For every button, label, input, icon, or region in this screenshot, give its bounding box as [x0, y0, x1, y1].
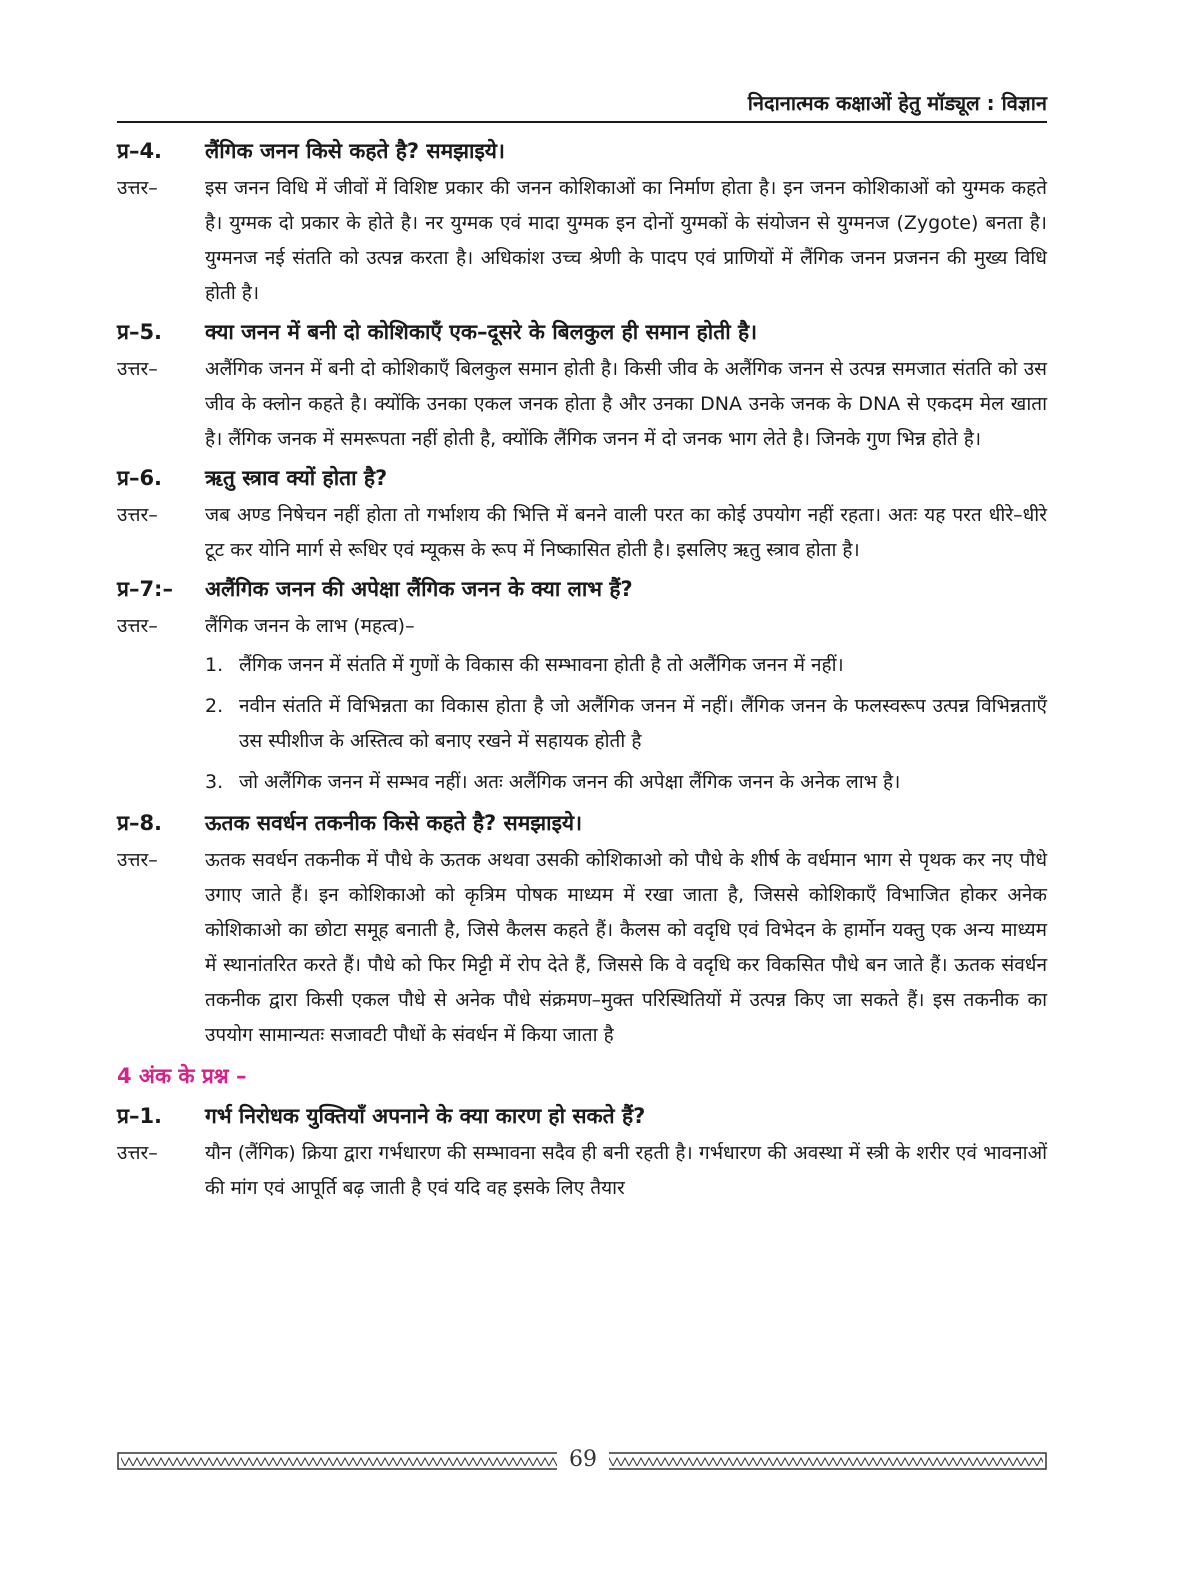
answer-row: [117, 498, 1047, 568]
page-footer: [117, 1446, 1047, 1476]
question-number: प्र–1.: [117, 1104, 163, 1128]
question-number: प्र–6.: [117, 466, 163, 490]
qa-block-q6: [117, 461, 1047, 568]
list-item-number: 2.: [205, 695, 224, 717]
question-number: प्र–5.: [117, 320, 163, 344]
qa-block-q7: [117, 572, 1047, 800]
question-number: प्र–7:–: [117, 577, 173, 601]
answer-label: उत्तर–: [117, 504, 158, 526]
question-number: प्र–8.: [117, 811, 163, 835]
answer-row: [117, 609, 1047, 644]
qa-block-q5: [117, 315, 1047, 457]
answer-row: [117, 171, 1047, 311]
answer-intro: लैंगिक जनन के लाभ (महत्व)–: [205, 615, 415, 637]
answer-label: उत्तर–: [117, 177, 158, 199]
list-item-text: जो अलैंगिक जनन में सम्भव नहीं। अतः अलैंगिक जनन की अपेक्षा लैंगिक जनन के अनेक लाभ है।: [239, 771, 901, 793]
list-item: [205, 648, 1047, 683]
question-row: [117, 572, 1047, 607]
page-number: 69: [557, 1444, 609, 1476]
list-item-number: 1.: [205, 654, 224, 676]
header-rule: [117, 121, 1047, 123]
list-item-number: 3.: [205, 771, 224, 793]
answer-text: अलैंगिक जनन में बनी दो कोशिकाएँ बिलकुल समान होती है। किसी जीव के अलैंगिक जनन से उत्पन्न समजात संतति को उस जीव के क्लोन कहते है। क्योंकि उनका एकल जनक होता है और उनका DNA उनके जनक के DNA से एकदम मेल खाता है। लैंगिक जनक में समरूपता नहीं होती है, क्योंकि लैंगिक जनन में दो जनक भाग लेते है। जिनके गुण भिन्न होते है।: [205, 358, 1047, 450]
qa-block-q8: [117, 806, 1047, 1053]
answer-row: [117, 1136, 1047, 1206]
list-item-text: लैंगिक जनन में संतति में गुणों के विकास की सम्भावना होती है तो अलैंगिक जनन में नहीं।: [239, 654, 844, 676]
question-row: [117, 134, 1047, 169]
question-text: ऋतु स्त्राव क्यों होता है?: [205, 466, 388, 490]
answer-label: उत्तर–: [117, 1142, 158, 1164]
answer-row: [117, 352, 1047, 457]
question-text: क्या जनन में बनी दो कोशिकाएँ एक–दूसरे के बिलकुल ही समान होती है।: [205, 320, 758, 344]
list-item: [205, 689, 1047, 759]
question-number: प्र–4.: [117, 139, 163, 163]
question-row: [117, 1099, 1047, 1134]
answer-text: जब अण्ड निषेचन नहीं होता तो गर्भाशय की भित्ति में बनने वाली परत का कोई उपयोग नहीं रहता। अतः यह परत धीरे–धीरे टूट कर योनि मार्ग से रूधिर एवं म्यूकस के रूप में निष्कासित होती है। इसलिए ऋतु स्त्राव होता है।: [205, 504, 1047, 561]
answer-row: [117, 843, 1047, 1053]
list-item: [205, 765, 1047, 800]
question-row: [117, 806, 1047, 841]
question-text: गर्भ निरोधक युक्तियाँ अपनाने के क्या कारण हो सकते हैं?: [205, 1104, 646, 1128]
answer-label: उत्तर–: [117, 849, 158, 871]
running-header: निदानात्मक कक्षाओं हेतु मॉड्यूल : विज्ञान: [747, 91, 1047, 115]
answer-label: उत्तर–: [117, 358, 158, 380]
answer-text: ऊतक सवर्धन तकनीक में पौधे के ऊतक अथवा उसकी कोशिकाओ को पौधे के शीर्ष के वर्धमान भाग से पृथक कर नए पौधे उगाए जाते हैं। इन कोशिकाओ को कृत्रिम पोषक माध्यम में रखा जाता है, जिससे कोशिकाएँ विभाजित होकर अनेक कोशिकाओ का छोटा समूह बनाती है, जिसे कैलस कहते हैं। कैलस को वदृधि एवं विभेदन के हार्मोन यक्तु एक अन्य माध्यम में स्थानांतरित करते हैं। पौधे को फिर मिट्टी में रोप देते हैं, जिससे कि वे वदृधि कर विकसित पौधे बन जाते हैं। ऊतक संवर्धन तकनीक द्वारा किसी एकल पौधे से अनेक पौधे संक्रमण–मुक्त परिस्थितियों में उत्पन्न किए जा सकते हैं। इस तकनीक का उपयोग सामान्यतः सजावटी पौधों के संवर्धन में किया जाता है: [205, 849, 1047, 1046]
qa-block-q4: [117, 134, 1047, 311]
qa-block-4mark-q1: [117, 1099, 1047, 1206]
page-content: [117, 130, 1047, 1206]
answer-text: इस जनन विधि में जीवों में विशिष्ट प्रकार की जनन कोशिकाओं का निर्माण होता है। इन जनन कोशिकाओं को युग्मक कहते है। युग्मक दो प्रकार के होते है। नर युग्मक एवं मादा युग्मक इन दोनों युग्मकों के संयोजन से युग्मनज (Zygote) बनता है। युग्मनज नई संतति को उत्पन्न करता है। अधिकांश उच्च श्रेणी के पादप एवं प्राणियों में लैंगिक जनन प्रजनन की मुख्य विधि होती है।: [205, 177, 1047, 304]
question-row: [117, 315, 1047, 350]
section-heading: 4 अंक के प्रश्न –: [117, 1064, 247, 1088]
question-row: [117, 461, 1047, 496]
answer-label: उत्तर–: [117, 615, 158, 637]
question-text: लैंगिक जनन किसे कहते है? समझाइये।: [205, 139, 505, 163]
question-text: ऊतक सवर्धन तकनीक किसे कहते है? समझाइये।: [205, 811, 583, 835]
list-item-text: नवीन संतति में विभिन्नता का विकास होता है जो अलैंगिक जनन में नहीं। लैंगिक जनन के फलस्वरूप उत्पन्न विभिन्नताएँ उस स्पीशीज के अस्तित्व को बनाए रखने में सहायक होती है: [239, 695, 1047, 752]
question-text: अलैंगिक जनन की अपेक्षा लैंगिक जनन के क्या लाभ हैं?: [205, 577, 633, 601]
answer-text: यौन (लैंगिक) क्रिया द्वारा गर्भधारण की सम्भावना सदैव ही बनी रहती है। गर्भधारण की अवस्था में स्त्री के शरीर एवं भावनाओं की मांग एवं आपूर्ति बढ़ जाती है एवं यदि वह इसके लिए तैयार: [205, 1142, 1047, 1199]
advantages-list: [205, 648, 1047, 800]
